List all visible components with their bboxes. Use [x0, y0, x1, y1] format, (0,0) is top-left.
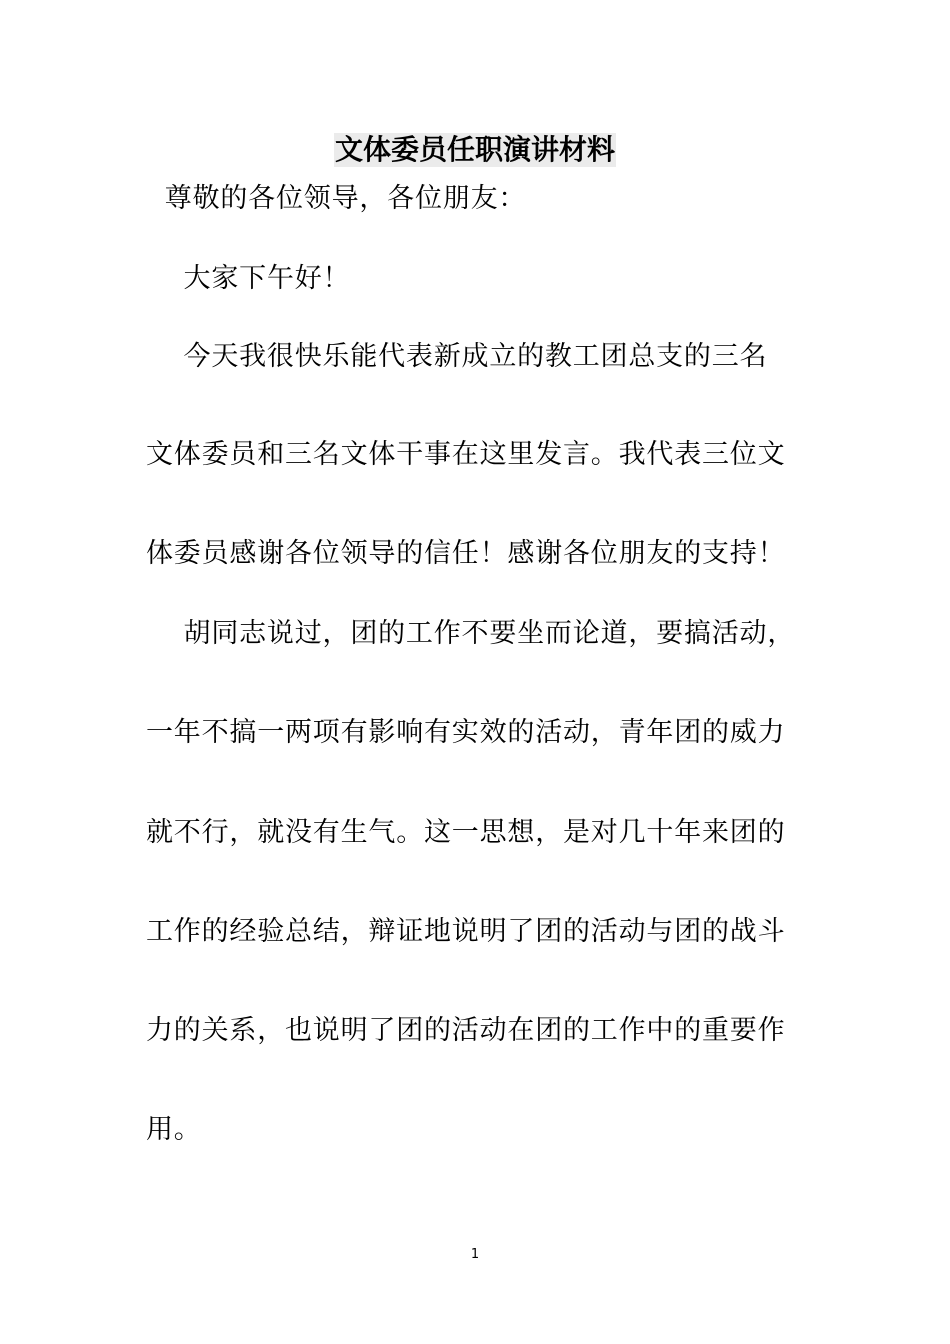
title-container: [0, 133, 950, 167]
body-line: 体委员感谢各位领导的信任！感谢各位朋友的支持！: [146, 538, 786, 569]
body-line: 文体委员和三名文体干事在这里发言。我代表三位文: [146, 439, 786, 470]
salutation-line: 尊敬的各位领导，各位朋友：: [146, 183, 527, 214]
greeting-line: 大家下午好！: [146, 263, 351, 294]
body-line: 用。: [146, 1114, 202, 1145]
body-line: 工作的经验总结，辩证地说明了团的活动与团的战斗: [146, 916, 786, 947]
document-title: 文体委员任职演讲材料: [334, 133, 615, 166]
page-number: 1: [470, 1247, 480, 1262]
body-line: 一年不搞一两项有影响有实效的活动，青年团的威力: [146, 717, 786, 748]
body-line: 就不行，就没有生气。这一思想，是对几十年来团的: [146, 817, 786, 848]
body-line: 胡同志说过，团的工作不要坐而论道，要搞活动，: [146, 618, 796, 649]
body-line: 今天我很快乐能代表新成立的教工团总支的三名: [146, 341, 768, 372]
body-line: 力的关系，也说明了团的活动在团的工作中的重要作: [146, 1015, 786, 1046]
